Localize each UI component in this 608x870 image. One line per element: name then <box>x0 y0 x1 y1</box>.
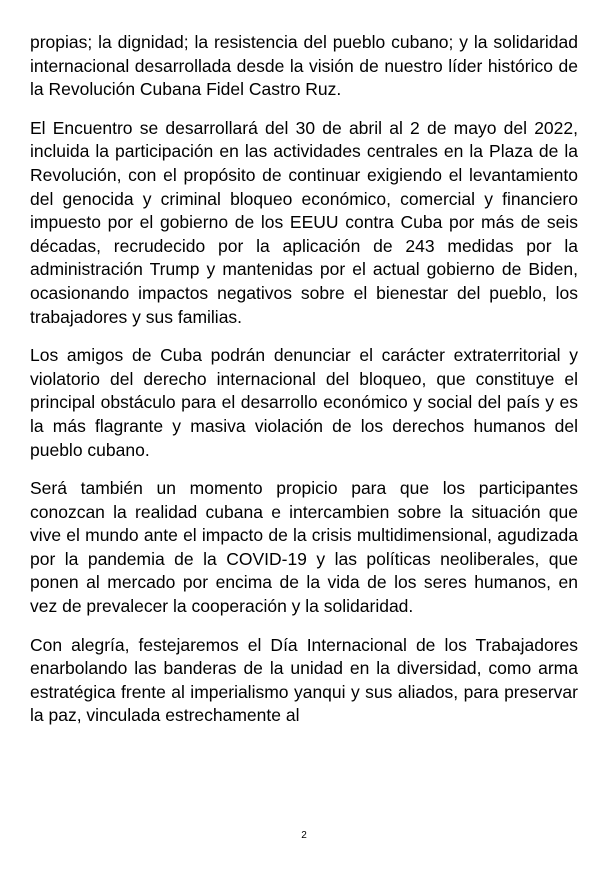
paragraph-3: Los amigos de Cuba podrán denunciar el carácter extraterritorial y violatorio del derecho internacional del bloqueo, que constituye el principal obstáculo para el desarrollo económico y social del país y es la más flagrante y masiva violación de los derechos humanos del pueblo cubano. <box>30 345 578 460</box>
page-number: 2 <box>301 830 307 841</box>
document-body <box>30 31 578 743</box>
paragraph-4: Será también un momento propicio para que los participantes conozcan la realidad cubana e intercambien sobre la situación que vive el mundo ante el impacto de la crisis multidimensional, agudizada por la pandemia de la COVID-19 y las políticas neoliberales, que ponen al mercado por encima de la vida de los seres humanos, en vez de prevalecer la cooperación y la solidaridad. <box>30 478 578 617</box>
paragraph-5: Con alegría, festejaremos el Día Internacional de los Trabajadores enarbolando las banderas de la unidad en la diversidad, como arma estratégica frente al imperialismo yanqui y sus aliados, para preservar la paz, vinculada estrechamente al <box>30 634 578 726</box>
paragraph-1: propias; la dignidad; la resistencia del pueblo cubano; y la solidaridad internacional desarrollada desde la visión de nuestro líder histórico de la Revolución Cubana Fidel Castro Ruz. <box>30 32 578 100</box>
paragraph-2: El Encuentro se desarrollará del 30 de abril al 2 de mayo del 2022, incluida la participación en las actividades centrales en la Plaza de la Revolución, con el propósito de continuar exigiendo el levantamiento del genocida y criminal bloqueo económico, comercial y financiero impuesto por el gobierno de los EEUU contra Cuba por más de seis décadas, recrudecido por la aplicación de 243 medidas por la administración Trump y mantenidas por el actual gobierno de Biden, ocasionando impactos negativos sobre el bienestar del pueblo, los trabajadores y sus familias. <box>30 117 578 327</box>
